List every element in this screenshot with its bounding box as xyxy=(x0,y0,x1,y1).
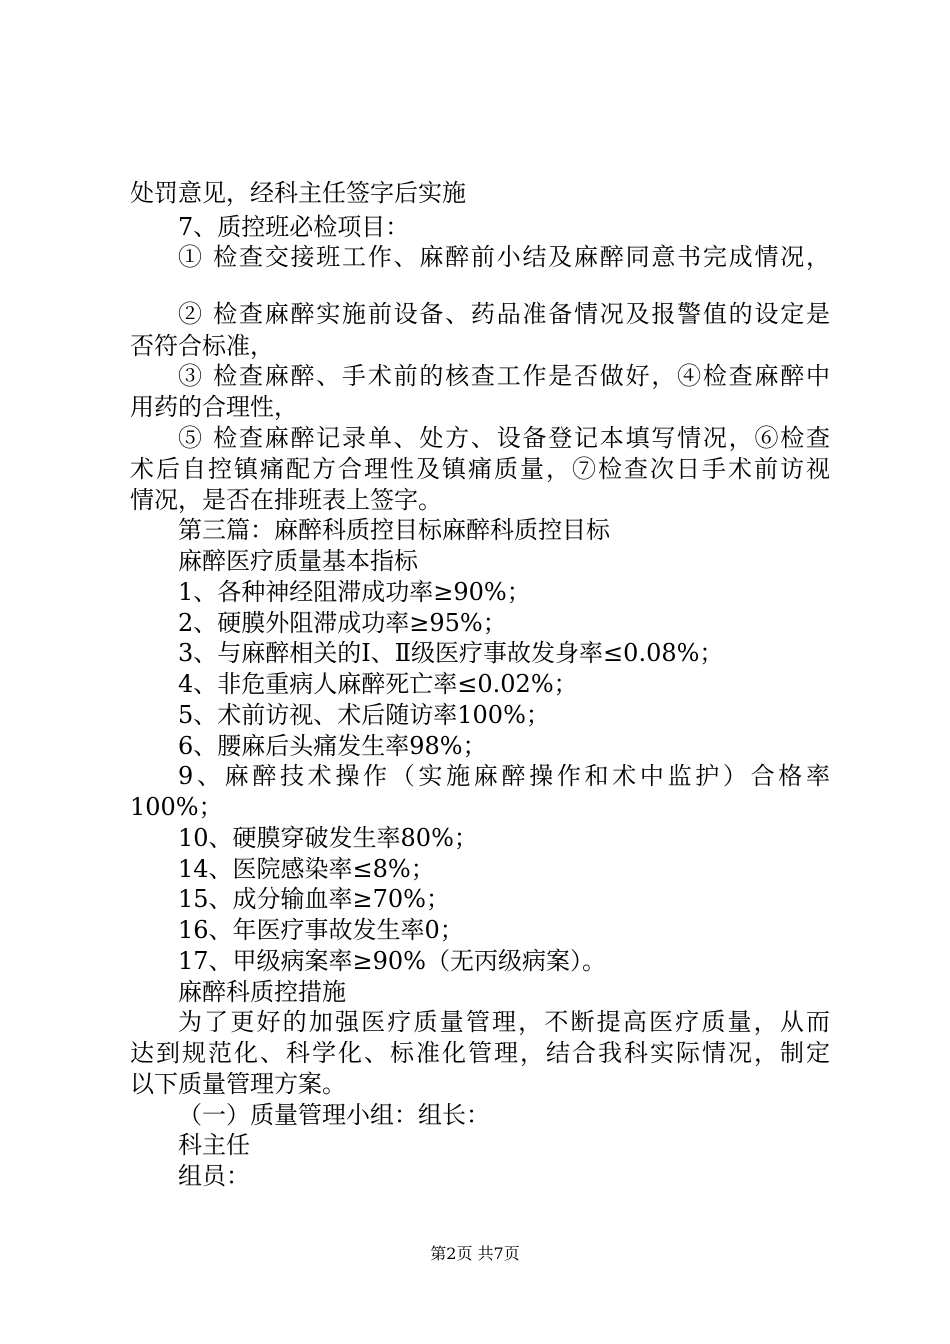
text-line: 处罚意见，经科主任签字后实施 xyxy=(130,179,466,207)
text-line: 为了更好的加强医疗质量管理，不断提高医疗质量，从而 xyxy=(178,1008,830,1036)
text-line: 7、质控班必检项目： xyxy=(178,213,410,241)
text-line: 达到规范化、科学化、标准化管理，结合我科实际情况，制定 xyxy=(130,1039,830,1067)
text-line: ③ 检查麻醉、手术前的核查工作是否做好，④检查麻醉中 xyxy=(178,362,830,390)
text-line: 否符合标准， xyxy=(130,332,274,360)
list-item: 2、硬膜外阻滞成功率≥95%； xyxy=(178,609,507,637)
list-item: 14、医院感染率≤8%； xyxy=(178,855,435,883)
list-item: 10、硬膜穿破发生率80%； xyxy=(178,824,478,852)
list-item: 15、成分输血率≥70%； xyxy=(178,885,450,913)
list-item: 1、各种神经阻滞成功率≥90%； xyxy=(178,578,531,606)
text-line: ⑤ 检查麻醉记录单、处方、设备登记本填写情况，⑥检查 xyxy=(178,424,830,452)
text-line: ① 检查交接班工作、麻醉前小结及麻醉同意书完成情况， xyxy=(178,243,830,271)
text-line: 以下质量管理方案。 xyxy=(130,1070,346,1098)
section-heading: 第三篇：麻醉科质控目标麻醉科质控目标 xyxy=(178,516,610,544)
text-line: （一）质量管理小组：组长： xyxy=(178,1101,490,1129)
list-item-continuation: 100%； xyxy=(130,793,223,821)
text-line: ② 检查麻醉实施前设备、药品准备情况及报警值的设定是 xyxy=(178,300,830,328)
page-number-footer: 第2页 共7页 xyxy=(430,1244,520,1263)
subsection-heading: 麻醉医疗质量基本指标 xyxy=(178,547,418,575)
subsection-heading: 麻醉科质控措施 xyxy=(178,978,346,1006)
list-item: 9、麻醉技术操作（实施麻醉操作和术中监护）合格率 xyxy=(178,762,830,790)
list-item: 4、非危重病人麻醉死亡率≤0.02%； xyxy=(178,670,578,698)
text-line: 情况，是否在排班表上签字。 xyxy=(130,486,442,514)
text-line: 组员： xyxy=(178,1162,250,1190)
text-line: 用药的合理性， xyxy=(130,393,298,421)
list-item: 3、与麻醉相关的Ⅰ、Ⅱ级医疗事故发身率≤0.08%； xyxy=(178,639,724,667)
list-item: 17、甲级病案率≥90%（无丙级病案）。 xyxy=(178,947,606,975)
text-line: 科主任 xyxy=(178,1131,250,1159)
list-item: 6、腰麻后头痛发生率98%； xyxy=(178,732,487,760)
list-item: 16、年医疗事故发生率0； xyxy=(178,916,464,944)
text-line: 术后自控镇痛配方合理性及镇痛质量，⑦检查次日手术前访视 xyxy=(130,455,830,483)
list-item: 5、术前访视、术后随访率100%； xyxy=(178,701,550,729)
